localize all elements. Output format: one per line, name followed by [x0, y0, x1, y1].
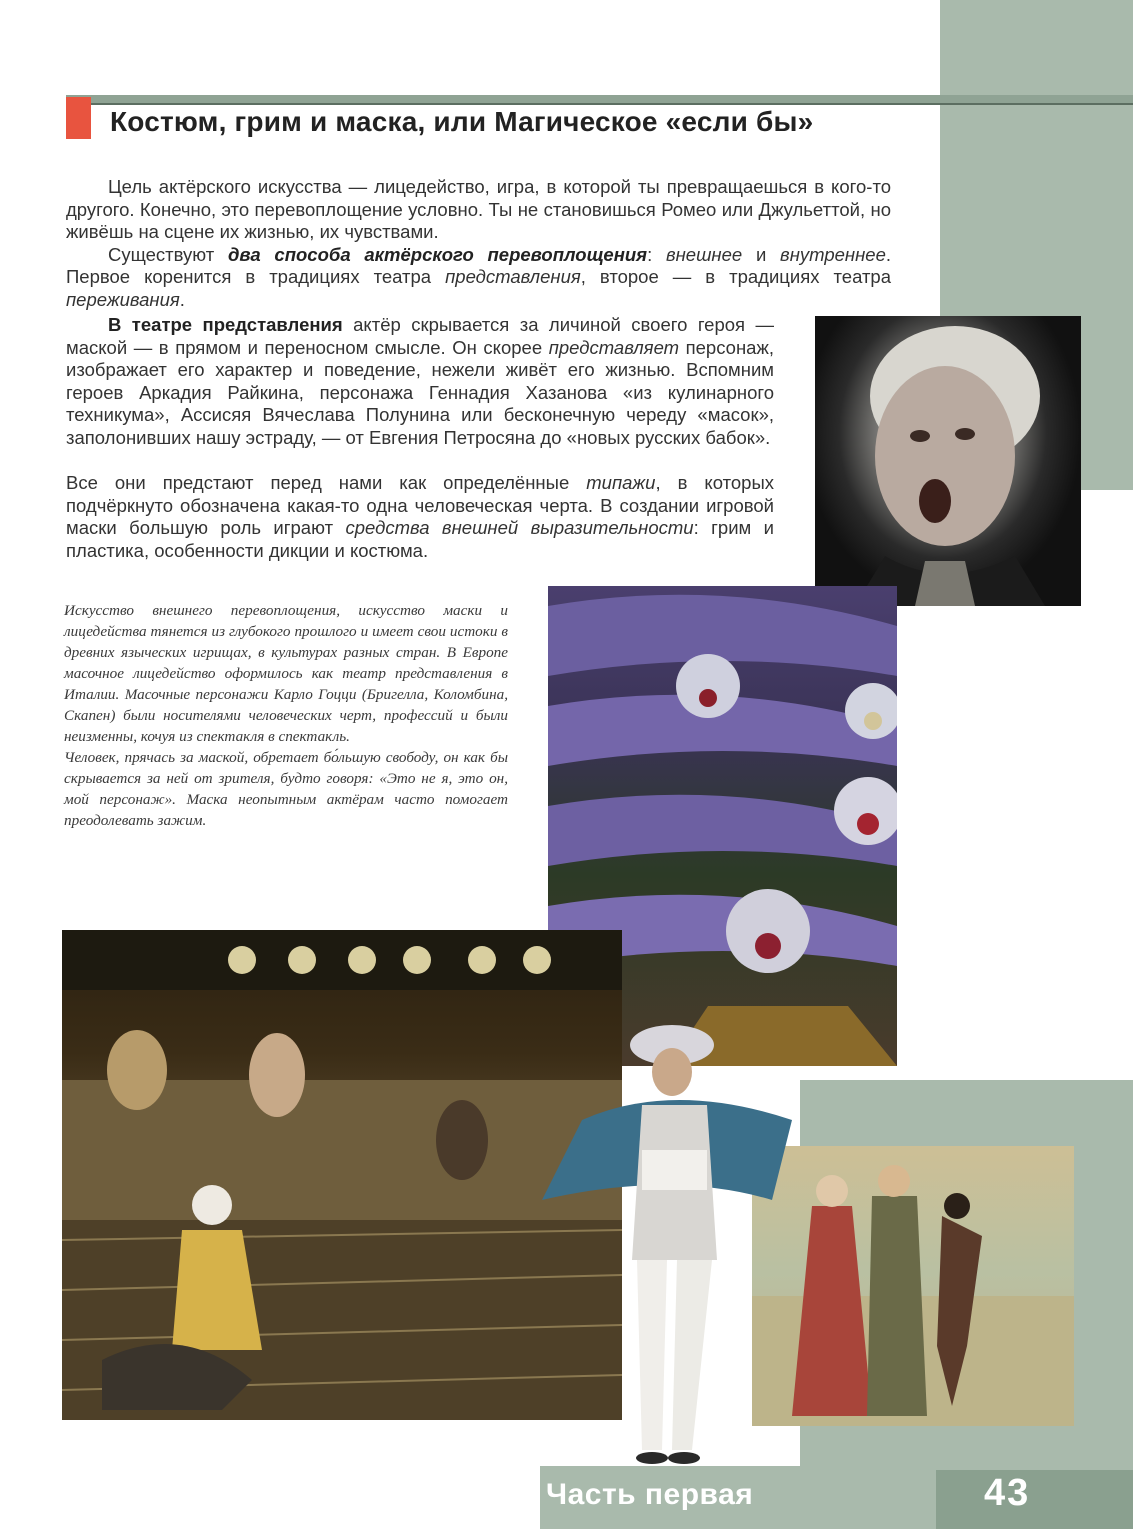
title-rule — [66, 95, 1133, 103]
intro-paragraph-2 — [66, 244, 891, 312]
text-span: : грим и пластика, особенности дикции и костюма. — [66, 517, 775, 561]
page-number: 43 — [984, 1472, 1031, 1514]
emphasis-representation: представления — [445, 266, 581, 287]
emphasis-experience: переживания — [66, 288, 180, 310]
page-number-box — [936, 1470, 1133, 1529]
actor-portrait-photo — [815, 316, 1081, 606]
title-marker — [66, 97, 91, 139]
masked-character-cutout — [522, 1010, 812, 1480]
intro-paragraph-1: Цель актёрского искусства — лицедейство, игра, в которой ты превращаешься в кого-то другого. Конечно, это перевоплощение условно. Ты не становишься Ромео или Джульеттой, но живёшь на сцене их жизнью, их чувствами. — [66, 176, 891, 242]
emphasis-types: типажи — [586, 472, 656, 493]
emphasis-external: внешнее — [665, 243, 743, 265]
text-span: и — [742, 243, 781, 265]
page-title: Костюм, грим и маска, или Магическое «если бы» — [110, 106, 814, 137]
text-span: Все они предстают перед нами как определённые — [66, 472, 587, 493]
text-span: . Первое коренится в традициях театра — [66, 243, 891, 287]
section-paragraph-2 — [66, 472, 774, 562]
text-span: . — [179, 288, 185, 310]
emphasis-internal: внутреннее — [780, 243, 886, 265]
section-text-continued — [66, 472, 774, 562]
intro-text — [66, 176, 891, 311]
section-text — [66, 314, 774, 449]
sidebar-paragraph-2: Человек, прячась за маской, обретает бо́льшую свободу, он как бы скрывается за ней от зрителя, будто говоря: «Это не я, это он, мой персонаж». Маска неопытным актёрам часто помогает преодолевать зажим. — [64, 749, 508, 829]
section-lead: В театре представления — [108, 314, 343, 335]
text-span: актёр скрывается за личиной своего героя — маской — в прямом и переносном смысле. Он скорее — [66, 314, 774, 358]
sidebar-paragraph-1: Искусство внешнего перевоплощения, искусство маски и лицедейства тянется из глубокого прошлого и имеет свои истоки в древних языческих игрищах, в культурах разных стран. В Европе масочное лицедейство оформилось как театр представления в Италии. Масочные персонажи Карло Гоцци (Бригелла, Коломбина, Скапен) были носителями человеческих черт, профессий и были неизменны, кочуя из спектакля в спектакль. — [64, 602, 508, 745]
text-span: , второе — в традициях театра — [580, 266, 892, 287]
text-span: Существуют — [108, 243, 228, 265]
emphasis-two-methods: два способа актёрского перевоплощения — [228, 243, 648, 265]
text-span: , в которых подчёркнуто обозначена какая-то одна человеческая черта. В создании игровой маски большую роль играют — [66, 472, 774, 538]
text-span: персонаж, изображает его характер и поведение, нежели живёт его жизнью. Вспомним героев Аркадия Райкина, персонажа Геннадия Хазанова «из кулинарного техникума», Ассисяя Вячеслава Полунина или бесконечную череду «масок», заполонивших нашу эстраду, — от Евгения Петросяна до «новых русских бабок». — [66, 336, 774, 448]
emphasis-external-means: средства внешней выразительности — [345, 517, 694, 538]
section-paragraph-1 — [66, 314, 774, 449]
title-rule-line — [66, 103, 1133, 105]
part-label: Часть первая — [546, 1478, 754, 1511]
emphasis-represents: представляет — [548, 336, 680, 358]
text-span: : — [647, 243, 666, 265]
masked-character-illustration — [522, 1010, 812, 1480]
sidebar-note — [64, 600, 508, 831]
actor-portrait-illustration — [815, 316, 1081, 606]
